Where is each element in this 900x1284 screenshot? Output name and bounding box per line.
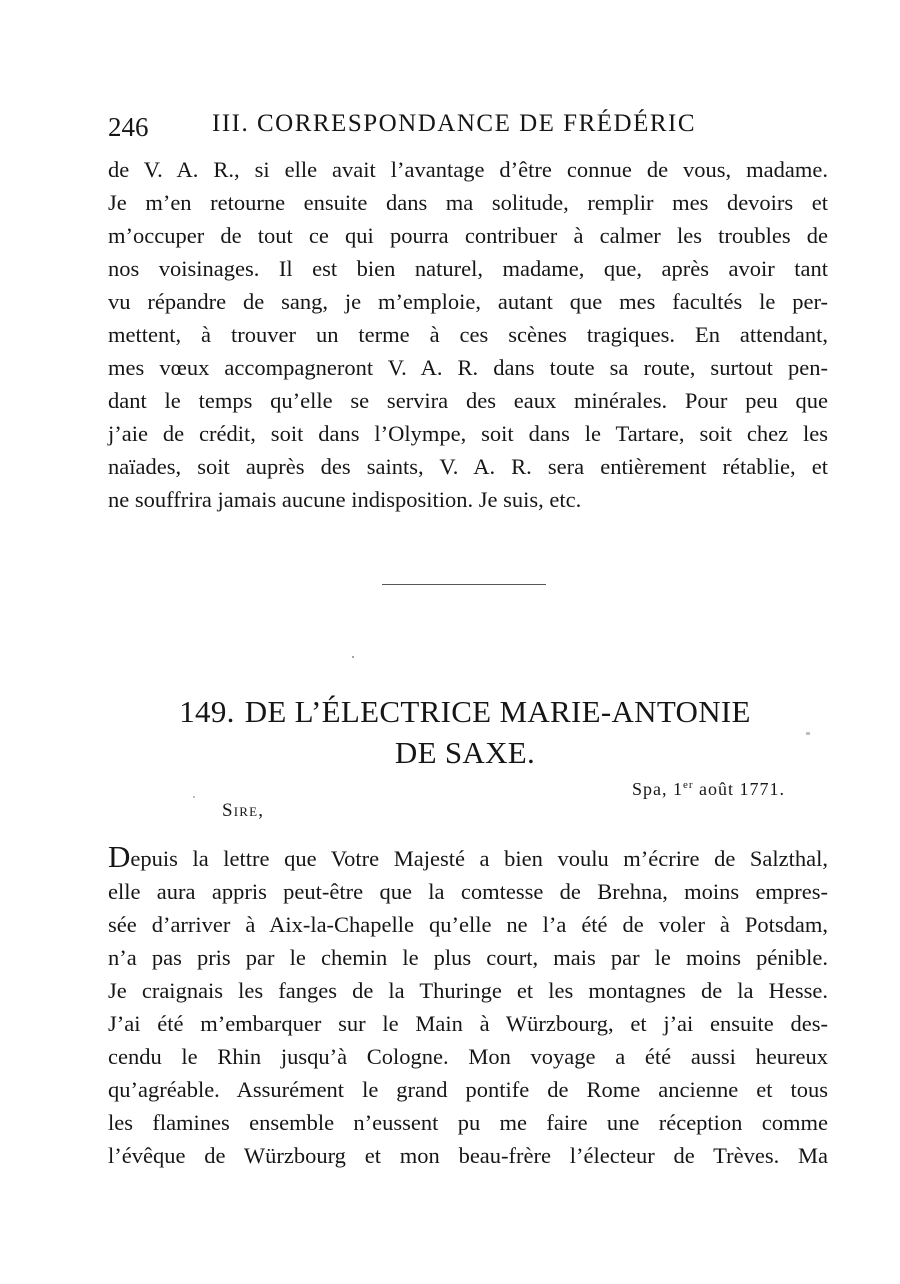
salutation: Sire,: [222, 800, 265, 821]
text-line: mettent, à trouver un terme à ces scènes tragiques. En attendant,: [108, 322, 828, 347]
page-number: 246: [108, 112, 149, 142]
text-line: naïades, soit auprès des saints, V. A. R. sera entièrement rétablie, et: [108, 454, 828, 479]
drop-cap: D: [108, 839, 131, 874]
text-line: les flamines ensemble n’eussent pu me faire une réception comme: [108, 1110, 828, 1135]
text-line: j’aie de crédit, soit dans l’Olympe, soit dans le Tartare, soit chez les: [108, 421, 828, 446]
text-line: mes vœux accompagneront V. A. R. dans toute sa route, surtout pen-: [108, 355, 828, 380]
text-line: de V. A. R., si elle avait l’avantage d’être connue de vous, madame.: [108, 157, 828, 182]
text-line: n’a pas pris par le chemin le plus court, mais par le moins pénible.: [108, 945, 828, 970]
text-line: cendu le Rhin jusqu’à Cologne. Mon voyage a été aussi heureux: [108, 1044, 828, 1069]
section-divider: [382, 584, 546, 585]
print-speck: [352, 656, 354, 658]
dateline: [632, 779, 785, 800]
print-speck: [806, 732, 810, 735]
text-line: Je m’en retourne ensuite dans ma solitude, remplir mes devoirs et: [108, 190, 828, 215]
running-head: [108, 108, 828, 144]
text-line-first: [108, 839, 828, 875]
text-line: vu répandre de sang, je m’emploie, autant que mes facultés le per-: [108, 289, 828, 314]
letter-heading: [150, 694, 780, 730]
print-speck: [193, 796, 195, 798]
text-line: elle aura appris peut-être que la comtesse de Brehna, moins empres-: [108, 879, 828, 904]
dateline-date: août 1771.: [693, 779, 786, 799]
letter-number: 149.: [179, 694, 235, 729]
text-line: J’ai été m’embarquer sur le Main à Würzbourg, et j’ai ensuite des-: [108, 1011, 828, 1036]
letter-heading-line-1: DE L’ÉLECTRICE MARIE-ANTONIE: [244, 694, 751, 729]
text-line: l’évêque de Würzbourg et mon beau-frère l’électeur de Trèves. Ma: [108, 1143, 828, 1168]
text-line: Je craignais les fanges de la Thuringe et les montagnes de la Hesse.: [108, 978, 828, 1003]
dateline-superscript: er: [683, 779, 694, 791]
running-head-title: III. CORRESPONDANCE DE FRÉDÉRIC: [212, 110, 697, 137]
previous-letter-ending: [108, 153, 828, 516]
text-line: dant le temps qu’elle se servira des eaux minérales. Pour peu que: [108, 388, 828, 413]
text-line: qu’agréable. Assurément le grand pontife de Rome ancienne et tous: [108, 1077, 828, 1102]
letter-body: [108, 839, 828, 1172]
text-line: ne souffrira jamais aucune indisposition. Je suis, etc.: [108, 487, 582, 512]
text-line: nos voisinages. Il est bien naturel, madame, que, après avoir tant: [108, 256, 828, 281]
dateline-place: Spa, 1: [632, 779, 683, 799]
text-line: m’occuper de tout ce qui pourra contribuer à calmer les troubles de: [108, 223, 828, 248]
letter-heading-line-2: DE SAXE.: [394, 735, 536, 770]
text-line: sée d’arriver à Aix-la-Chapelle qu’elle ne l’a été de voler à Potsdam,: [108, 912, 828, 937]
first-line-text: epuis la lettre que Votre Majesté a bien voulu m’écrire de Salzthal,: [130, 846, 828, 871]
